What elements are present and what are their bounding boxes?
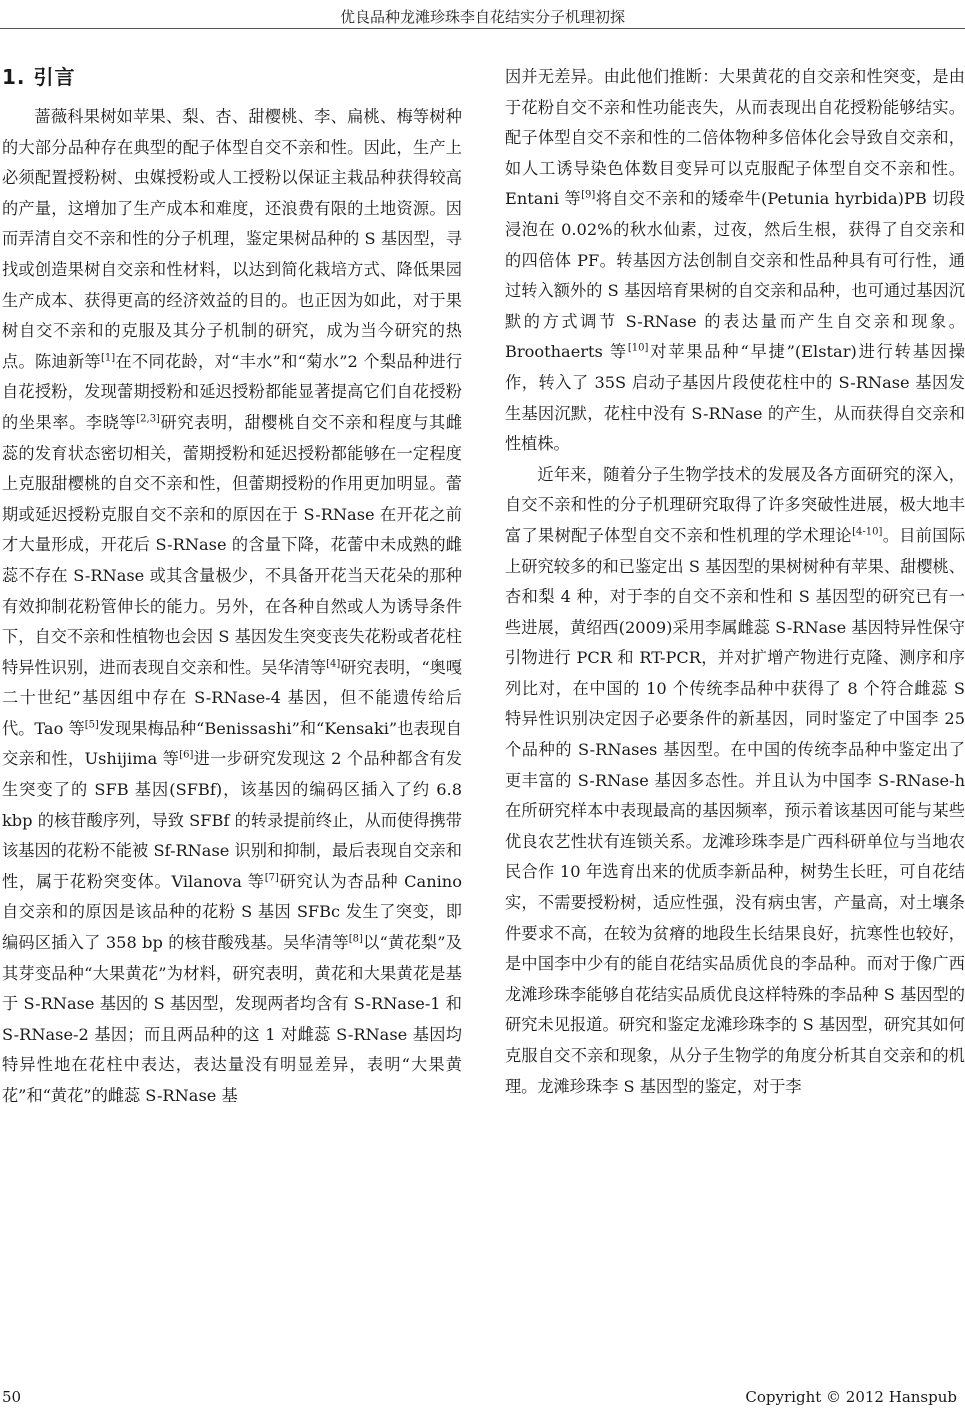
citation[interactable]: [5] (84, 719, 99, 731)
text-run: 因并无差异。由此他们推断：大果黄花的自交亲和性突变，是由于花粉自交不亲和性功能丧失，从而表现出自花授粉能够结实。配子体型自交不亲和性的二倍体物种多倍体化会导致自交亲和，如人工诱导染色体数目变异可以克服配子体型自交不亲和性。Entani 等 (505, 67, 965, 209)
section-heading (2, 58, 462, 96)
intro-paragraph-1-continued (505, 62, 965, 460)
intro-paragraph-2 (505, 460, 965, 1102)
section-number: 1. (2, 65, 26, 89)
section-title: 引言 (33, 65, 76, 89)
text-run: 发现果梅品种“Benissashi”和“Kensaki”也表现自交亲和性，Ushijima 等 (2, 718, 462, 769)
text-run: 研究认为杏品种 Canino 自交亲和的原因是该品种的花粉 S 基因 SFBc 发生了突变，即编码区插入了 358 bp 的核苷酸残基。吴华清等 (2, 871, 462, 953)
citation[interactable]: [10] (627, 342, 649, 354)
text-run: 研究表明，甜樱桃自交不亲和程度与其雌蕊的发育状态密切相关，蕾期授粉和延迟授粉都能够在一定程度上克服甜樱桃的自交不亲和性，但蕾期授粉的作用更加明显。蕾期或延迟授粉克服自交不亲和的原因在于 S-RNase 在开花之前才大量形成，开花后 S-RNase 的含量下降，花蕾中未成熟的雌蕊不存在 S-RNase 或其含量极少，不具备开花当天花朵的那种有效抑制花粉管伸长的能力。另外，在各种自然或人为诱导条件下，自交不亲和性植物也会因 S 基因发生突变丧失花粉或者花柱特异性识别，进而表现自交亲和性。吴华清等 (2, 412, 463, 677)
header-rule (0, 28, 965, 29)
citation[interactable]: [9] (581, 189, 596, 201)
citation[interactable]: [4-10] (852, 526, 883, 538)
running-title: 优良品种龙滩珍珠李自花结实分子机理初探 (339, 8, 625, 26)
text-run: 近年来，随着分子生物学技术的发展及各方面研究的深入，自交不亲和性的分子机理研究取得了许多突破性进展，极大地丰富了果树配子体型自交不亲和性机理的学术理论 (505, 464, 965, 545)
citation[interactable]: [2,3] (136, 413, 160, 425)
text-run: 在不同花龄，对“丰水”和“菊水”2 个梨品种进行自花授粉，发现蕾期授粉和延迟授粉都能显著提高它们自花授粉的坐果率。李晓等 (2, 351, 463, 432)
citation[interactable]: [1] (101, 352, 116, 364)
text-run: 进一步研究发现这 2 个品种都含有发生突变了的 SFB 基因(SFBf)，该基因的编码区插入了约 6.8 kbp 的核苷酸序列，导致 SFBf 的转录提前终止，从而使得携带该基因的花粉不能被 Sf-RNase 识别和抑制，最后表现自交亲和性，属于花粉突变体。Vilanova 等 (2, 749, 462, 891)
text-run: 对苹果品种“早捷”(Elstar)进行转基因操作，转入了 35S 启动子基因片段使花柱中的 S-RNase 基因发生基因沉默，花柱中没有 S-RNase 的产生，从而获得自交亲和性植株。 (505, 342, 965, 454)
citation[interactable]: [8] (348, 933, 363, 945)
copyright-notice: Copyright © 2012 Hanspub (745, 1388, 957, 1406)
citation[interactable]: [6] (179, 750, 194, 762)
left-column (2, 58, 462, 1112)
text-run: 研究表明，“奥嘎二十世纪”基因组中存在 S-RNase-4 基因，但不能遗传给后代。Tao 等 (2, 657, 463, 738)
text-run: 将自交不亲和的矮牵牛(Petunia hyrbida)PB 切段浸泡在 0.02%的秋水仙素，过夜，然后生根，获得了自交亲和的四倍体 PF。转基因方法创制自交亲和性品种具有可行性，通过转入额外的 S 基因培育果树的自交亲和品种，也可通过基因沉默的方式调节 S-RNase 的表达量而产生自交亲和现象。Broothaerts 等 (505, 189, 965, 362)
citation[interactable]: [7] (264, 872, 279, 884)
citation[interactable]: [4] (326, 658, 341, 670)
text-run: 。目前国际上研究较多的和已鉴定出 S 基因型的果树树种有苹果、甜樱桃、杏和梨 4 种，对于李的自交不亲和性和 S 基因型的研究已有一些进展，黄绍西(2009)采用李属雌蕊 S-RNase 基因特异性保守引物进行 PCR 和 RT-PCR，并对扩增产物进行克隆、测序和序列比对，在中国的 10 个传统李品种中获得了 8 个符合雌蕊 S 特异性识别决定因子必要条件的新基因，同时鉴定了中国李 25 个品种的 S-RNases 基因型。在中国的传统李品种中鉴定出了更丰富的 S-RNase 基因多态性。并且认为中国李 S-RNase-h 在所研究样本中表现最高的基因频率，预示着该基因可能与某些优良农艺性状有连锁关系。龙滩珍珠李是广西科研单位与当地农民合作 10 年选育出来的优质李新品种，树势生长旺，可自花结实，不需要授粉树，适应性强，没有病虫害，产量高，对土壤条件要求不高，在较为贫瘠的地段生长结果良好，抗寒性也较好，是中国李中少有的能自花结实品质优良的李品种。而对于像广西龙滩珍珠李能够自花结实品质优良这样特殊的李品种 S 基因型的研究未见报道。研究和鉴定龙滩珍珠李的 S 基因型，研究其如何克服自交不亲和现象，从分子生物学的角度分析其自交亲和的机理。龙滩珍珠李 S 基因型的鉴定，对于李 (505, 525, 965, 1096)
text-run: 以“黄花梨”及其芽变品种“大果黄花”为材料，研究表明，黄花和大果黄花是基于 S-RNase 基因的 S 基因型，发现两者均含有 S-RNase-1 和 S-RNase-2 基因；而且两品种的这 1 对雌蕊 S-RNase 基因均特异性地在花柱中表达，表达量没有明显差异，表明“大果黄花”和“黄花”的雌蕊 S-RNase 基 (2, 933, 462, 1105)
right-column (505, 62, 965, 1102)
text-run: 蔷薇科果树如苹果、梨、杏、甜樱桃、李、扁桃、梅等树种的大部分品种存在典型的配子体型自交不亲和性。因此，生产上必须配置授粉树、虫媒授粉或人工授粉以保证主栽品种获得较高的产量，这增加了生产成本和难度，还浪费有限的土地资源。因而弄清自交不亲和性的分子机理，鉴定果树品种的 S 基因型，寻找或创造果树自交亲和性材料，以达到简化栽培方式、降低果园生产成本、获得更高的经济效益的目的。也正因为如此，对于果树自交不亲和的克服及其分子机制的研究，成为当今研究的热点。陈迪新等 (2, 107, 462, 371)
intro-paragraph-1 (2, 102, 462, 1112)
page-number: 50 (2, 1388, 22, 1406)
